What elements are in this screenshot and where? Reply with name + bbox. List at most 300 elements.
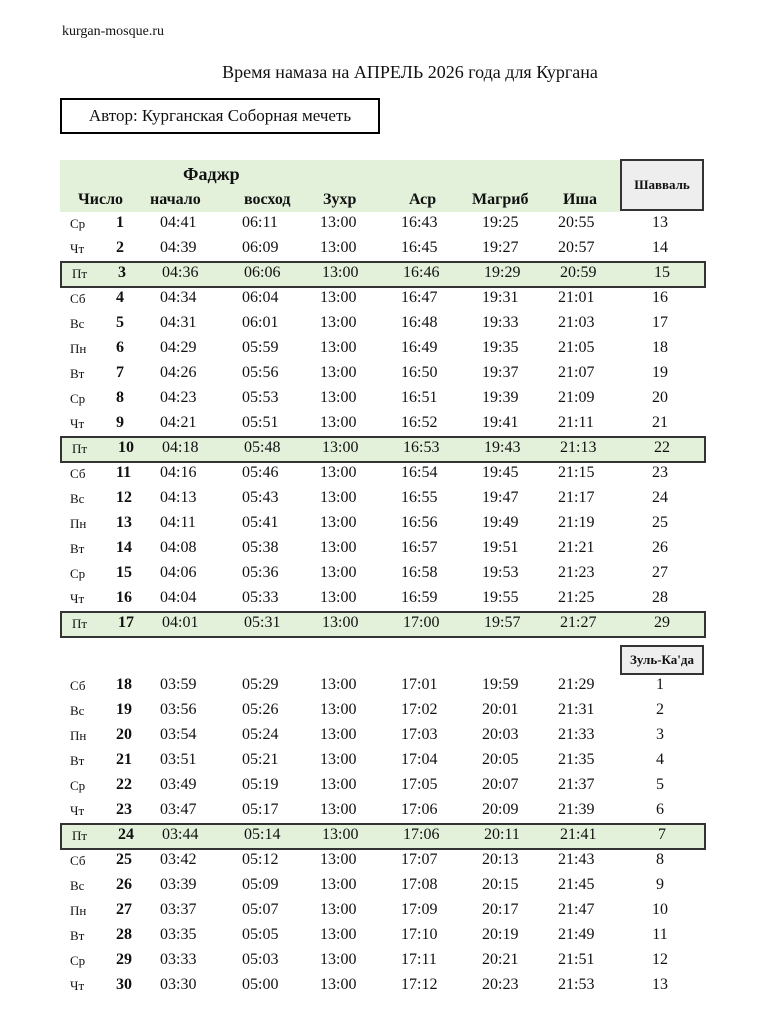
isha: 21:35 [558,751,595,768]
day-of-week: Вс [70,703,85,718]
isha: 21:19 [558,514,595,531]
fajr-start: 03:33 [160,951,197,968]
table-row [60,749,704,774]
day-of-week: Сб [70,466,86,481]
table-row [60,799,704,824]
day-number: 20 [116,726,132,743]
day-of-week: Вс [70,316,85,331]
day-number: 1 [116,214,124,231]
maghrib: 19:45 [482,464,519,481]
asr: 16:55 [401,489,438,506]
isha: 21:53 [558,976,595,993]
hijri-month-shawwal: Шавваль [620,159,704,211]
table-row [60,512,704,537]
table-row [60,699,704,724]
isha: 21:01 [558,289,595,306]
dhuhr: 13:00 [320,514,357,531]
day-number: 5 [116,314,124,331]
maghrib: 19:49 [482,514,519,531]
sunrise: 05:38 [242,539,279,556]
dhuhr: 13:00 [322,439,359,456]
header-fajr: Фаджр [183,164,240,184]
day-number: 6 [116,339,124,356]
hijri-day: 17 [652,314,668,331]
day-number: 16 [116,589,132,606]
day-number: 26 [116,876,132,893]
page-title: Время намаза на АПРЕЛЬ 2026 года для Кургана [222,62,598,82]
isha: 21:43 [558,851,595,868]
dhuhr: 13:00 [322,826,359,843]
isha: 21:11 [558,414,594,431]
sunrise: 05:21 [242,751,279,768]
asr: 17:09 [401,901,438,918]
asr: 17:06 [403,826,440,843]
fajr-start: 04:11 [160,514,196,531]
day-of-week: Ср [70,391,86,406]
table-row [60,487,704,512]
hijri-day: 6 [656,801,664,818]
day-number: 29 [116,951,132,968]
fajr-start: 04:08 [160,539,197,556]
day-number: 18 [116,676,132,693]
fajr-start: 04:39 [160,239,197,256]
sunrise: 06:04 [242,289,279,306]
fajr-start: 04:16 [160,464,197,481]
maghrib: 20:13 [482,851,519,868]
sunrise: 05:41 [242,514,279,531]
table-row [60,387,704,412]
table-row [60,337,704,362]
asr: 16:52 [401,414,438,431]
day-number: 8 [116,389,124,406]
asr: 16:46 [403,264,440,281]
table-row [60,436,706,463]
sunrise: 05:51 [242,414,279,431]
hijri-day: 26 [652,539,668,556]
fajr-start: 03:49 [160,776,197,793]
dhuhr: 13:00 [320,389,357,406]
hijri-day: 29 [654,614,670,631]
header-asr: Аср [409,191,437,208]
day-number: 30 [116,976,132,993]
maghrib: 19:57 [484,614,521,631]
day-number: 10 [118,439,134,456]
sunrise: 05:03 [242,951,279,968]
fajr-start: 04:29 [160,339,197,356]
hijri-day: 5 [656,776,664,793]
day-number: 9 [116,414,124,431]
fajr-start: 03:42 [160,851,197,868]
day-number: 17 [118,614,134,631]
isha: 21:09 [558,389,595,406]
day-of-week: Сб [70,678,86,693]
header-dhuhr: Зухр [323,191,357,208]
header-sunrise: восход [244,191,291,208]
isha: 21:47 [558,901,595,918]
day-number: 14 [116,539,132,556]
isha: 21:41 [560,826,597,843]
maghrib: 19:39 [482,389,519,406]
maghrib: 20:17 [482,901,519,918]
sunrise: 05:12 [242,851,279,868]
table-row [60,874,704,899]
day-of-week: Чт [70,591,85,606]
day-number: 7 [116,364,124,381]
sunrise: 05:36 [242,564,279,581]
header-fajr-start: начало [150,191,201,208]
fajr-start: 04:21 [160,414,197,431]
maghrib: 20:21 [482,951,519,968]
hijri-day: 13 [652,976,668,993]
day-number: 23 [116,801,132,818]
hijri-day: 23 [652,464,668,481]
asr: 16:47 [401,289,438,306]
table-row [60,537,704,562]
sunrise: 05:05 [242,926,279,943]
fajr-start: 04:18 [162,439,199,456]
asr: 17:06 [401,801,438,818]
fajr-start: 03:47 [160,801,197,818]
maghrib: 19:53 [482,564,519,581]
day-of-week: Пн [70,903,87,918]
sunrise: 05:31 [244,614,281,631]
table-row [60,412,704,437]
table-row [60,237,704,262]
maghrib: 19:59 [482,676,519,693]
maghrib: 20:05 [482,751,519,768]
dhuhr: 13:00 [320,464,357,481]
dhuhr: 13:00 [320,876,357,893]
asr: 16:54 [401,464,438,481]
day-number: 15 [116,564,132,581]
isha: 21:15 [558,464,595,481]
sunrise: 05:56 [242,364,279,381]
dhuhr: 13:00 [320,776,357,793]
header-isha: Иша [563,191,597,208]
maghrib: 19:43 [484,439,521,456]
isha: 20:55 [558,214,595,231]
maghrib: 20:09 [482,801,519,818]
sunrise: 05:14 [244,826,281,843]
asr: 17:01 [401,676,438,693]
asr: 17:11 [401,951,437,968]
sunrise: 06:11 [242,214,278,231]
maghrib: 19:27 [482,239,519,256]
sunrise: 05:07 [242,901,279,918]
table-row [60,849,704,874]
dhuhr: 13:00 [320,339,357,356]
hijri-day: 13 [652,214,668,231]
sunrise: 05:43 [242,489,279,506]
maghrib: 19:25 [482,214,519,231]
fajr-start: 03:54 [160,726,197,743]
day-of-week: Ср [70,566,86,581]
maghrib: 20:23 [482,976,519,993]
isha: 21:31 [558,701,595,718]
table-row [60,212,704,237]
day-of-week: Вс [70,491,85,506]
maghrib: 20:03 [482,726,519,743]
hijri-day: 12 [652,951,668,968]
dhuhr: 13:00 [320,289,357,306]
fajr-start: 04:31 [160,314,197,331]
fajr-start: 03:30 [160,976,197,993]
fajr-start: 04:26 [160,364,197,381]
sunrise: 06:01 [242,314,279,331]
table-row [60,924,704,949]
dhuhr: 13:00 [320,851,357,868]
day-number: 4 [116,289,124,306]
isha: 21:37 [558,776,595,793]
asr: 17:04 [401,751,438,768]
fajr-start: 04:23 [160,389,197,406]
isha: 21:51 [558,951,595,968]
day-of-week: Вт [70,366,85,381]
day-of-week: Ср [70,778,86,793]
day-of-week: Вт [70,541,85,556]
hijri-day: 20 [652,389,668,406]
maghrib: 19:55 [482,589,519,606]
dhuhr: 13:00 [320,239,357,256]
asr: 16:59 [401,589,438,606]
hijri-day: 16 [652,289,668,306]
table-row [60,899,704,924]
hijri-day: 14 [652,239,668,256]
fajr-start: 03:56 [160,701,197,718]
fajr-start: 03:44 [162,826,199,843]
isha: 21:45 [558,876,595,893]
table-row [60,562,704,587]
dhuhr: 13:00 [320,314,357,331]
table-row [60,974,704,999]
maghrib: 20:19 [482,926,519,943]
hijri-day: 7 [658,826,666,843]
day-of-week: Пт [72,828,88,843]
sunrise: 05:46 [242,464,279,481]
asr: 16:50 [401,364,438,381]
dhuhr: 13:00 [320,801,357,818]
hijri-day: 27 [652,564,668,581]
day-of-week: Чт [70,803,85,818]
hijri-day: 3 [656,726,664,743]
sunrise: 05:59 [242,339,279,356]
hijri-day: 1 [656,676,664,693]
isha: 21:13 [560,439,597,456]
isha: 21:39 [558,801,595,818]
maghrib: 19:37 [482,364,519,381]
isha: 21:17 [558,489,595,506]
hijri-day: 15 [654,264,670,281]
asr: 17:03 [401,726,438,743]
dhuhr: 13:00 [320,701,357,718]
maghrib: 20:11 [484,826,520,843]
dhuhr: 13:00 [320,364,357,381]
isha: 21:33 [558,726,595,743]
sunrise: 05:48 [244,439,281,456]
isha: 20:57 [558,239,595,256]
hijri-day: 18 [652,339,668,356]
author-box: Автор: Курганская Соборная мечеть [60,98,380,134]
sunrise: 05:53 [242,389,279,406]
day-of-week: Вт [70,928,85,943]
dhuhr: 13:00 [320,564,357,581]
table-row [60,287,704,312]
fajr-start: 04:04 [160,589,197,606]
sunrise: 05:19 [242,776,279,793]
day-number: 2 [116,239,124,256]
day-number: 25 [116,851,132,868]
table-row [60,949,704,974]
fajr-start: 04:13 [160,489,197,506]
table-row [60,823,706,850]
isha: 20:59 [560,264,597,281]
sunrise: 05:29 [242,676,279,693]
isha: 21:03 [558,314,595,331]
day-of-week: Ср [70,953,86,968]
asr: 17:02 [401,701,438,718]
fajr-start: 04:01 [162,614,199,631]
day-of-week: Пн [70,728,87,743]
table-row [60,587,704,612]
fajr-start: 03:39 [160,876,197,893]
isha: 21:23 [558,564,595,581]
table-row [60,462,704,487]
isha: 21:27 [560,614,597,631]
asr: 16:53 [403,439,440,456]
header-maghrib: Магриб [472,191,529,208]
dhuhr: 13:00 [322,264,359,281]
asr: 17:12 [401,976,438,993]
sunrise: 05:17 [242,801,279,818]
asr: 16:51 [401,389,438,406]
dhuhr: 13:00 [320,901,357,918]
isha: 21:49 [558,926,595,943]
day-number: 13 [116,514,132,531]
dhuhr: 13:00 [320,539,357,556]
isha: 21:29 [558,676,595,693]
table-row [60,312,704,337]
dhuhr: 13:00 [320,976,357,993]
isha: 21:21 [558,539,595,556]
fajr-start: 03:51 [160,751,197,768]
asr: 16:58 [401,564,438,581]
asr: 17:10 [401,926,438,943]
asr: 17:07 [401,851,438,868]
fajr-start: 04:34 [160,289,197,306]
table-row [60,724,704,749]
maghrib: 19:29 [484,264,521,281]
table-row [60,611,706,638]
day-number: 22 [116,776,132,793]
asr: 17:08 [401,876,438,893]
asr: 16:43 [401,214,438,231]
day-number: 12 [116,489,132,506]
maghrib: 19:47 [482,489,519,506]
hijri-day: 19 [652,364,668,381]
asr: 17:05 [401,776,438,793]
sunrise: 05:00 [242,976,279,993]
asr: 16:45 [401,239,438,256]
maghrib: 20:01 [482,701,519,718]
asr: 16:48 [401,314,438,331]
dhuhr: 13:00 [320,214,357,231]
fajr-start: 03:37 [160,901,197,918]
asr: 16:57 [401,539,438,556]
hijri-day: 22 [654,439,670,456]
header-day: Число [78,191,124,208]
day-of-week: Пт [72,266,88,281]
day-of-week: Пн [70,341,87,356]
dhuhr: 13:00 [320,726,357,743]
dhuhr: 13:00 [320,589,357,606]
hijri-day: 24 [652,489,668,506]
day-number: 19 [116,701,132,718]
maghrib: 19:51 [482,539,519,556]
sunrise: 05:24 [242,726,279,743]
table-row [60,362,704,387]
day-of-week: Вс [70,878,85,893]
day-number: 24 [118,826,134,843]
table-row [60,774,704,799]
sunrise: 05:26 [242,701,279,718]
day-of-week: Чт [70,241,85,256]
day-number: 11 [116,464,132,481]
site-url: kurgan-mosque.ru [62,24,164,39]
hijri-day: 10 [652,901,668,918]
maghrib: 19:41 [482,414,519,431]
isha: 21:05 [558,339,595,356]
fajr-start: 03:35 [160,926,197,943]
hijri-day: 4 [656,751,664,768]
sunrise: 06:06 [244,264,281,281]
fajr-start: 04:06 [160,564,197,581]
asr: 16:49 [401,339,438,356]
dhuhr: 13:00 [320,926,357,943]
day-of-week: Ср [70,216,86,231]
asr: 17:00 [403,614,440,631]
hijri-day: 21 [652,414,668,431]
dhuhr: 13:00 [322,614,359,631]
hijri-day: 2 [656,701,664,718]
day-of-week: Пн [70,516,87,531]
day-number: 21 [116,751,132,768]
asr: 16:56 [401,514,438,531]
maghrib: 20:15 [482,876,519,893]
day-of-week: Чт [70,978,85,993]
sunrise: 05:33 [242,589,279,606]
hijri-month-dhul-qadah: Зуль-Ка'да [620,645,704,675]
day-number: 28 [116,926,132,943]
day-number: 3 [118,264,126,281]
dhuhr: 13:00 [320,414,357,431]
day-of-week: Пт [72,441,88,456]
sunrise: 05:09 [242,876,279,893]
isha: 21:07 [558,364,595,381]
maghrib: 20:07 [482,776,519,793]
sunrise: 06:09 [242,239,279,256]
hijri-day: 8 [656,851,664,868]
day-of-week: Сб [70,291,86,306]
day-of-week: Сб [70,853,86,868]
fajr-start: 04:41 [160,214,197,231]
hijri-day: 28 [652,589,668,606]
hijri-day: 11 [652,926,668,943]
hijri-day: 9 [656,876,664,893]
dhuhr: 13:00 [320,489,357,506]
fajr-start: 03:59 [160,676,197,693]
fajr-start: 04:36 [162,264,199,281]
maghrib: 19:31 [482,289,519,306]
